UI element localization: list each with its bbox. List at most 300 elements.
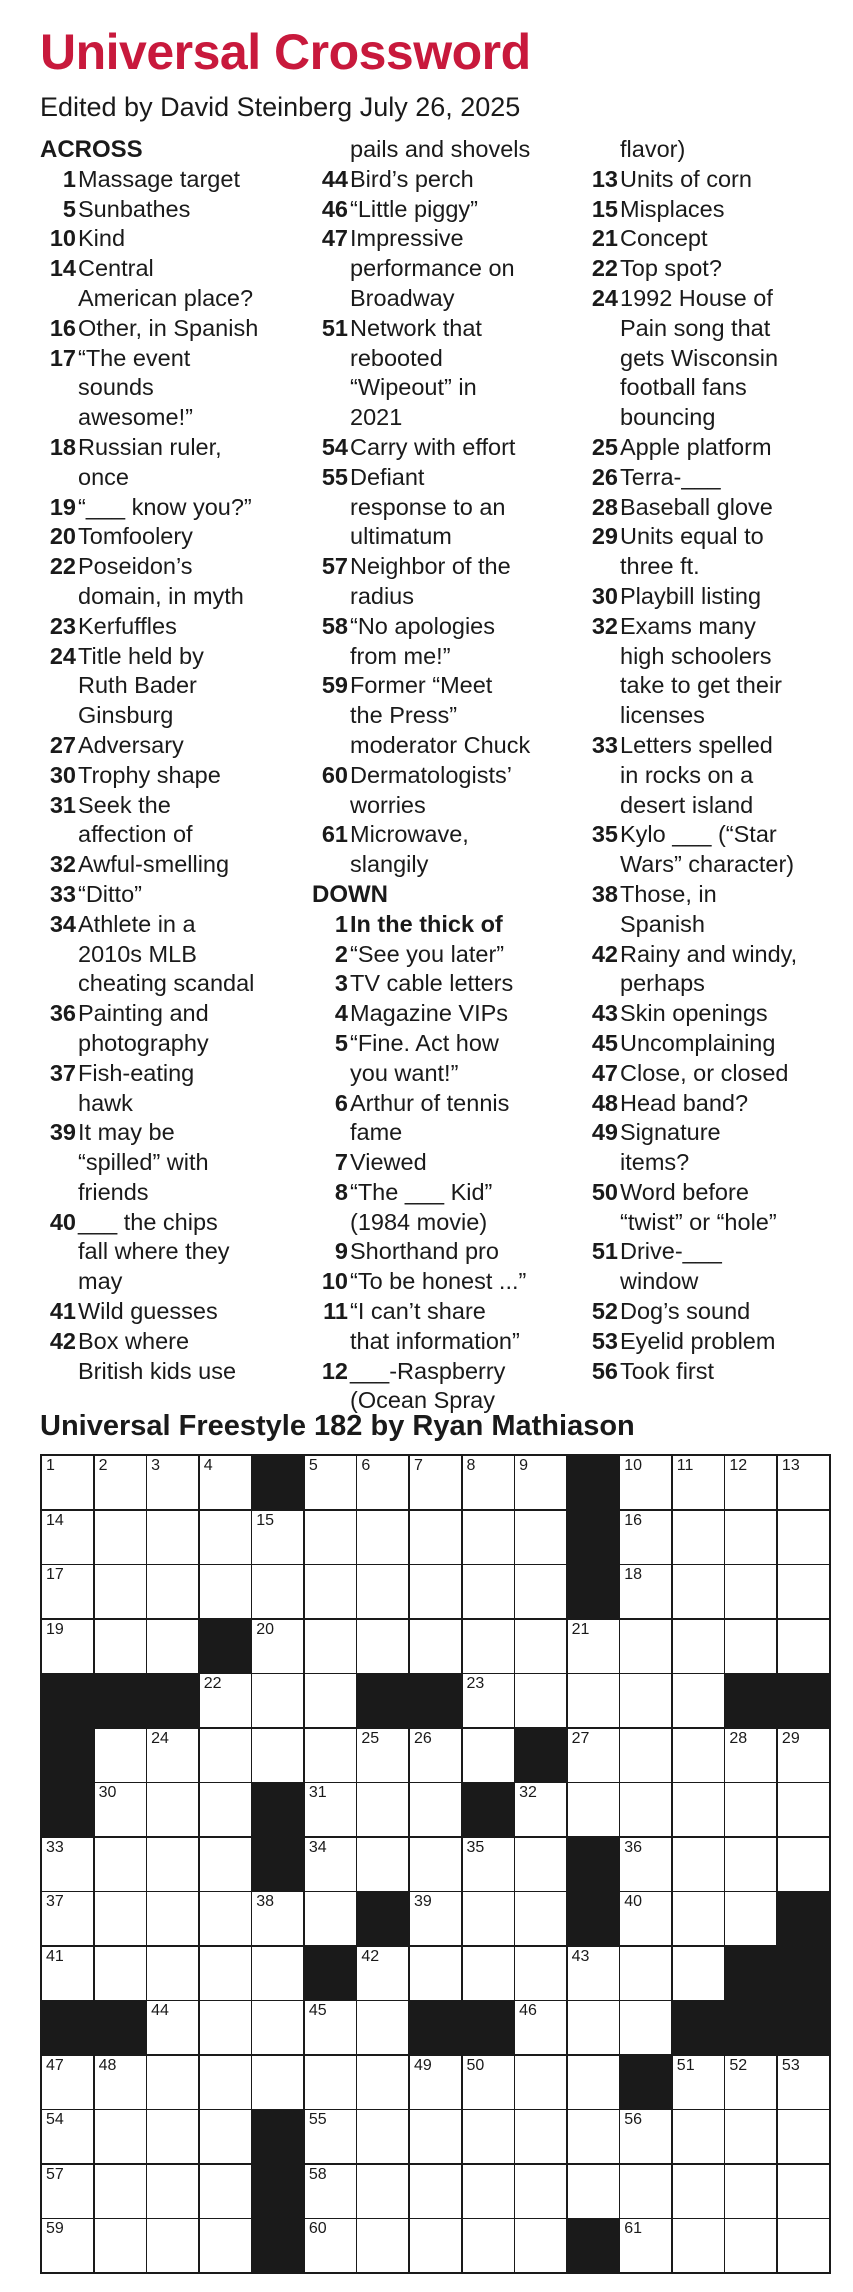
grid-cell[interactable] bbox=[305, 1674, 356, 1727]
clue[interactable] bbox=[40, 195, 310, 225]
clue[interactable] bbox=[40, 612, 310, 642]
grid-cell[interactable] bbox=[252, 1511, 303, 1564]
clue[interactable] bbox=[582, 522, 852, 552]
clue[interactable] bbox=[312, 463, 582, 493]
grid-cell[interactable] bbox=[620, 2219, 671, 2272]
grid-cell[interactable] bbox=[778, 1783, 829, 1836]
grid-cell[interactable] bbox=[620, 1511, 671, 1564]
grid-cell[interactable] bbox=[357, 2110, 408, 2163]
grid-cell[interactable] bbox=[778, 1620, 829, 1673]
grid-cell[interactable] bbox=[725, 1620, 776, 1673]
clue[interactable] bbox=[312, 165, 582, 195]
clue[interactable] bbox=[40, 999, 310, 1029]
clue[interactable] bbox=[582, 1327, 852, 1357]
grid-cell[interactable] bbox=[410, 2219, 461, 2272]
grid-cell[interactable] bbox=[200, 1892, 251, 1945]
clue-text: ___ the chips bbox=[78, 1208, 218, 1235]
grid-cell[interactable] bbox=[463, 2165, 514, 2218]
clue[interactable] bbox=[582, 1118, 852, 1148]
clue[interactable] bbox=[582, 1237, 852, 1267]
clue[interactable] bbox=[40, 433, 310, 463]
grid-cell[interactable] bbox=[42, 1947, 93, 2000]
clue-text: Defiant bbox=[350, 463, 425, 490]
grid-cell[interactable] bbox=[725, 1565, 776, 1618]
grid-cell[interactable] bbox=[620, 2110, 671, 2163]
grid-cell[interactable] bbox=[620, 2001, 671, 2054]
grid-cell[interactable] bbox=[252, 1565, 303, 1618]
grid-cell[interactable] bbox=[620, 1674, 671, 1727]
clue[interactable] bbox=[582, 254, 852, 284]
grid-cell[interactable] bbox=[778, 1511, 829, 1564]
clue[interactable] bbox=[582, 493, 852, 523]
grid-cell[interactable] bbox=[95, 1838, 146, 1891]
black-square bbox=[200, 1620, 251, 1673]
black-square bbox=[778, 1892, 829, 1945]
grid-cell[interactable] bbox=[568, 2001, 619, 2054]
clue-number: 55 bbox=[321, 463, 348, 490]
grid-cell[interactable] bbox=[778, 1729, 829, 1782]
clue[interactable] bbox=[312, 820, 582, 850]
grid-cell[interactable] bbox=[252, 1947, 303, 2000]
grid-cell[interactable] bbox=[410, 2056, 461, 2109]
grid-cell[interactable] bbox=[515, 1674, 566, 1727]
grid-cell[interactable] bbox=[515, 1783, 566, 1836]
cell-number: 48 bbox=[98, 2056, 117, 2074]
crossword-grid[interactable] bbox=[40, 1454, 831, 2274]
clue[interactable] bbox=[582, 999, 852, 1029]
grid-cell[interactable] bbox=[95, 2165, 146, 2218]
grid-cell[interactable] bbox=[147, 1783, 198, 1836]
clue[interactable] bbox=[40, 552, 310, 582]
grid-cell[interactable] bbox=[568, 1620, 619, 1673]
clue[interactable] bbox=[40, 761, 310, 791]
grid-cell[interactable] bbox=[673, 1838, 724, 1891]
grid-cell[interactable] bbox=[305, 1892, 356, 1945]
grid-cell[interactable] bbox=[95, 1456, 146, 1509]
grid-cell[interactable] bbox=[515, 1892, 566, 1945]
grid-cell[interactable] bbox=[673, 2165, 724, 2218]
grid-cell[interactable] bbox=[147, 1620, 198, 1673]
grid-cell[interactable] bbox=[463, 1892, 514, 1945]
grid-cell[interactable] bbox=[515, 2110, 566, 2163]
clue-number: 22 bbox=[591, 255, 618, 282]
grid-cell[interactable] bbox=[147, 2056, 198, 2109]
clue-number: 17 bbox=[49, 344, 76, 371]
clue[interactable] bbox=[40, 522, 310, 552]
grid-cell[interactable] bbox=[95, 2219, 146, 2272]
grid-cell[interactable] bbox=[725, 2110, 776, 2163]
grid-cell[interactable] bbox=[357, 2056, 408, 2109]
clue[interactable] bbox=[312, 1357, 582, 1387]
grid-cell[interactable] bbox=[568, 2056, 619, 2109]
clue[interactable] bbox=[312, 671, 582, 701]
grid-cell[interactable] bbox=[200, 1838, 251, 1891]
grid-cell[interactable] bbox=[463, 1838, 514, 1891]
grid-cell[interactable] bbox=[200, 1511, 251, 1564]
grid-cell[interactable] bbox=[778, 1456, 829, 1509]
grid-cell[interactable] bbox=[515, 2219, 566, 2272]
cell-number: 15 bbox=[256, 1511, 275, 1529]
grid-cell[interactable] bbox=[725, 1456, 776, 1509]
grid-cell[interactable] bbox=[42, 2056, 93, 2109]
grid-cell[interactable] bbox=[252, 1892, 303, 1945]
grid-cell[interactable] bbox=[568, 1729, 619, 1782]
clue[interactable] bbox=[582, 195, 852, 225]
clue[interactable] bbox=[312, 224, 582, 254]
clue[interactable] bbox=[40, 1327, 310, 1357]
grid-cell[interactable] bbox=[252, 1729, 303, 1782]
clue[interactable] bbox=[40, 850, 310, 880]
grid-cell[interactable] bbox=[357, 1783, 408, 1836]
grid-cell[interactable] bbox=[725, 1729, 776, 1782]
grid-cell[interactable] bbox=[42, 1838, 93, 1891]
clue[interactable] bbox=[40, 1208, 310, 1238]
black-square bbox=[515, 1729, 566, 1782]
clue[interactable] bbox=[582, 940, 852, 970]
grid-cell[interactable] bbox=[357, 1456, 408, 1509]
grid-cell[interactable] bbox=[42, 1565, 93, 1618]
grid-cell[interactable] bbox=[410, 1892, 461, 1945]
clue[interactable] bbox=[312, 1029, 582, 1059]
grid-cell[interactable] bbox=[147, 2001, 198, 2054]
clue[interactable] bbox=[582, 1178, 852, 1208]
grid-cell[interactable] bbox=[568, 2110, 619, 2163]
grid-cell[interactable] bbox=[305, 1511, 356, 1564]
grid-cell[interactable] bbox=[515, 2165, 566, 2218]
grid-cell[interactable] bbox=[42, 1456, 93, 1509]
grid-cell[interactable] bbox=[463, 2110, 514, 2163]
clue[interactable] bbox=[312, 1178, 582, 1208]
grid-cell[interactable] bbox=[620, 1783, 671, 1836]
clue-text-continued: American place? bbox=[78, 284, 254, 311]
grid-cell[interactable] bbox=[200, 2056, 251, 2109]
grid-cell[interactable] bbox=[410, 2165, 461, 2218]
grid-cell[interactable] bbox=[147, 1947, 198, 2000]
clue[interactable] bbox=[582, 1029, 852, 1059]
cell-number: 29 bbox=[781, 1729, 800, 1747]
grid-cell[interactable] bbox=[357, 1565, 408, 1618]
clue[interactable] bbox=[40, 165, 310, 195]
grid-cell[interactable] bbox=[95, 1947, 146, 2000]
grid-cell[interactable] bbox=[410, 1456, 461, 1509]
grid-cell[interactable] bbox=[463, 1674, 514, 1727]
clue[interactable] bbox=[582, 284, 852, 314]
clue[interactable] bbox=[312, 910, 582, 940]
grid-cell[interactable] bbox=[778, 1565, 829, 1618]
grid-cell[interactable] bbox=[252, 2056, 303, 2109]
clue[interactable] bbox=[40, 1059, 310, 1089]
grid-cell[interactable] bbox=[515, 1838, 566, 1891]
grid-cell[interactable] bbox=[200, 1565, 251, 1618]
grid-cell[interactable] bbox=[357, 1511, 408, 1564]
grid-cell[interactable] bbox=[147, 1838, 198, 1891]
grid-cell[interactable] bbox=[515, 1565, 566, 1618]
cell-number: 13 bbox=[781, 1457, 800, 1474]
clue[interactable] bbox=[312, 552, 582, 582]
grid-cell[interactable] bbox=[673, 1783, 724, 1836]
grid-cell[interactable] bbox=[42, 1511, 93, 1564]
grid-cell[interactable] bbox=[620, 1620, 671, 1673]
grid-cell[interactable] bbox=[357, 1838, 408, 1891]
black-square bbox=[252, 1456, 303, 1509]
grid-cell[interactable] bbox=[200, 1674, 251, 1727]
grid-cell[interactable] bbox=[357, 1620, 408, 1673]
grid-cell[interactable] bbox=[95, 1620, 146, 1673]
grid-cell[interactable] bbox=[410, 1947, 461, 2000]
grid-cell[interactable] bbox=[357, 2165, 408, 2218]
clue-number: 33 bbox=[591, 731, 618, 758]
clue-number: 28 bbox=[591, 493, 618, 520]
grid-cell[interactable] bbox=[305, 1783, 356, 1836]
grid-cell[interactable] bbox=[620, 1729, 671, 1782]
clue[interactable] bbox=[40, 910, 310, 940]
clue-text-continued: moderator Chuck bbox=[350, 731, 531, 758]
grid-cell[interactable] bbox=[200, 2001, 251, 2054]
grid-cell[interactable] bbox=[200, 2165, 251, 2218]
clue[interactable] bbox=[312, 761, 582, 791]
grid-cell[interactable] bbox=[620, 2165, 671, 2218]
grid-cell[interactable] bbox=[305, 1456, 356, 1509]
grid-cell[interactable] bbox=[200, 1783, 251, 1836]
grid-cell[interactable] bbox=[410, 1838, 461, 1891]
clue[interactable] bbox=[582, 820, 852, 850]
grid-cell[interactable] bbox=[147, 1565, 198, 1618]
clue-number: 23 bbox=[49, 612, 76, 639]
grid-cell[interactable] bbox=[725, 2219, 776, 2272]
grid-cell[interactable] bbox=[620, 1838, 671, 1891]
clue[interactable] bbox=[312, 314, 582, 344]
cell-number: 41 bbox=[46, 1947, 64, 1965]
grid-cell[interactable] bbox=[305, 2219, 356, 2272]
grid-cell[interactable] bbox=[778, 2219, 829, 2272]
grid-cell[interactable] bbox=[463, 2056, 514, 2109]
clue-text: Painting and bbox=[78, 1000, 209, 1027]
clue-text: Former “Meet bbox=[350, 672, 493, 699]
clue[interactable] bbox=[582, 224, 852, 254]
clue[interactable] bbox=[582, 1357, 852, 1387]
clue[interactable] bbox=[582, 1059, 852, 1089]
clue[interactable] bbox=[582, 433, 852, 463]
grid-cell[interactable] bbox=[463, 1947, 514, 2000]
black-square bbox=[725, 2001, 776, 2054]
grid-cell[interactable] bbox=[673, 1511, 724, 1564]
grid-cell[interactable] bbox=[673, 2110, 724, 2163]
clue[interactable] bbox=[312, 195, 582, 225]
grid-cell[interactable] bbox=[725, 1892, 776, 1945]
clue-text-continued: cheating scandal bbox=[78, 970, 255, 997]
grid-cell[interactable] bbox=[252, 1620, 303, 1673]
grid-cell[interactable] bbox=[673, 1620, 724, 1673]
cell-number: 38 bbox=[256, 1893, 275, 1910]
grid-cell[interactable] bbox=[305, 2001, 356, 2054]
grid-cell[interactable] bbox=[147, 2165, 198, 2218]
grid-cell[interactable] bbox=[95, 2110, 146, 2163]
grid-cell[interactable] bbox=[200, 1456, 251, 1509]
clue[interactable] bbox=[40, 254, 310, 284]
grid-cell[interactable] bbox=[42, 2110, 93, 2163]
grid-cell[interactable] bbox=[147, 2110, 198, 2163]
clue[interactable] bbox=[582, 165, 852, 195]
grid-cell[interactable] bbox=[673, 1674, 724, 1727]
grid-cell[interactable] bbox=[463, 1456, 514, 1509]
grid-cell[interactable] bbox=[410, 1511, 461, 1564]
grid-cell[interactable] bbox=[252, 1674, 303, 1727]
grid-cell[interactable] bbox=[673, 2056, 724, 2109]
clue[interactable] bbox=[40, 731, 310, 761]
clue[interactable] bbox=[582, 463, 852, 493]
clue[interactable] bbox=[312, 1148, 582, 1178]
grid-cell[interactable] bbox=[42, 2219, 93, 2272]
grid-cell[interactable] bbox=[95, 1565, 146, 1618]
grid-cell[interactable] bbox=[42, 2165, 93, 2218]
grid-cell[interactable] bbox=[357, 1729, 408, 1782]
grid-cell[interactable] bbox=[568, 2165, 619, 2218]
grid-cell[interactable] bbox=[357, 2001, 408, 2054]
clue[interactable] bbox=[582, 731, 852, 761]
grid-cell[interactable] bbox=[620, 1456, 671, 1509]
clue-text-continued: ultimatum bbox=[350, 523, 452, 550]
clue[interactable] bbox=[40, 1118, 310, 1148]
clue[interactable] bbox=[312, 1237, 582, 1267]
clue[interactable] bbox=[40, 791, 310, 821]
clue[interactable] bbox=[312, 1267, 582, 1297]
grid-cell[interactable] bbox=[673, 1947, 724, 2000]
grid-cell[interactable] bbox=[305, 1838, 356, 1891]
grid-cell[interactable] bbox=[305, 1729, 356, 1782]
clue[interactable] bbox=[40, 344, 310, 374]
grid-cell[interactable] bbox=[305, 1565, 356, 1618]
clue[interactable] bbox=[312, 940, 582, 970]
grid-cell[interactable] bbox=[200, 2219, 251, 2272]
grid-cell[interactable] bbox=[463, 1565, 514, 1618]
grid-cell[interactable] bbox=[620, 1565, 671, 1618]
grid-cell[interactable] bbox=[568, 1783, 619, 1836]
clue-text: Kerfuffles bbox=[78, 612, 177, 639]
clue[interactable] bbox=[40, 642, 310, 672]
grid-cell[interactable] bbox=[673, 1892, 724, 1945]
grid-cell[interactable] bbox=[410, 2110, 461, 2163]
clue-number: 1 bbox=[62, 165, 76, 192]
grid-cell[interactable] bbox=[725, 2165, 776, 2218]
grid-cell[interactable] bbox=[725, 2056, 776, 2109]
grid-cell[interactable] bbox=[725, 1511, 776, 1564]
clue[interactable] bbox=[312, 969, 582, 999]
grid-cell[interactable] bbox=[200, 1729, 251, 1782]
grid-cell[interactable] bbox=[673, 1565, 724, 1618]
grid-cell[interactable] bbox=[515, 1456, 566, 1509]
clue-number: 54 bbox=[321, 433, 348, 460]
grid-cell[interactable] bbox=[147, 2219, 198, 2272]
grid-cell[interactable] bbox=[673, 2219, 724, 2272]
grid-cell[interactable] bbox=[147, 1456, 198, 1509]
black-square bbox=[778, 1674, 829, 1727]
cell-number: 18 bbox=[624, 1566, 643, 1583]
grid-cell[interactable] bbox=[252, 2001, 303, 2054]
grid-cell[interactable] bbox=[42, 1892, 93, 1945]
grid-cell[interactable] bbox=[620, 1892, 671, 1945]
clue[interactable] bbox=[312, 999, 582, 1029]
clue[interactable] bbox=[312, 433, 582, 463]
grid-cell[interactable] bbox=[95, 1511, 146, 1564]
grid-cell[interactable] bbox=[95, 1783, 146, 1836]
grid-cell[interactable] bbox=[515, 1511, 566, 1564]
grid-cell[interactable] bbox=[147, 1729, 198, 1782]
grid-cell[interactable] bbox=[673, 1729, 724, 1782]
grid-cell[interactable] bbox=[357, 1947, 408, 2000]
grid-cell[interactable] bbox=[200, 1947, 251, 2000]
clue[interactable] bbox=[40, 1297, 310, 1327]
clue[interactable] bbox=[582, 612, 852, 642]
grid-cell[interactable] bbox=[778, 2110, 829, 2163]
clue[interactable] bbox=[582, 582, 852, 612]
grid-cell[interactable] bbox=[778, 1838, 829, 1891]
clue[interactable] bbox=[582, 1297, 852, 1327]
grid-cell[interactable] bbox=[463, 1729, 514, 1782]
grid-cell[interactable] bbox=[673, 1456, 724, 1509]
clue-text: Seek the bbox=[78, 791, 171, 818]
clue[interactable] bbox=[312, 612, 582, 642]
grid-cell[interactable] bbox=[95, 2056, 146, 2109]
clue[interactable] bbox=[40, 314, 310, 344]
clue[interactable] bbox=[40, 493, 310, 523]
black-square bbox=[357, 1892, 408, 1945]
grid-cell[interactable] bbox=[305, 2165, 356, 2218]
grid-cell[interactable] bbox=[463, 1511, 514, 1564]
clue-text: “Ditto” bbox=[78, 880, 142, 907]
grid-cell[interactable] bbox=[200, 2110, 251, 2163]
clue[interactable] bbox=[40, 224, 310, 254]
grid-cell[interactable] bbox=[778, 2165, 829, 2218]
grid-cell[interactable] bbox=[147, 1892, 198, 1945]
clue[interactable] bbox=[40, 880, 310, 910]
clue[interactable] bbox=[582, 880, 852, 910]
grid-cell[interactable] bbox=[515, 2001, 566, 2054]
clue[interactable] bbox=[312, 1089, 582, 1119]
grid-cell[interactable] bbox=[42, 1620, 93, 1673]
grid-cell[interactable] bbox=[305, 2110, 356, 2163]
clue-text: Carry with effort bbox=[350, 433, 516, 460]
grid-cell[interactable] bbox=[515, 1620, 566, 1673]
grid-cell[interactable] bbox=[95, 1892, 146, 1945]
grid-cell[interactable] bbox=[305, 2056, 356, 2109]
grid-cell[interactable] bbox=[305, 1620, 356, 1673]
grid-cell[interactable] bbox=[568, 1674, 619, 1727]
grid-cell[interactable] bbox=[410, 1620, 461, 1673]
grid-cell[interactable] bbox=[95, 1729, 146, 1782]
grid-cell[interactable] bbox=[725, 1838, 776, 1891]
grid-cell[interactable] bbox=[410, 1783, 461, 1836]
grid-cell[interactable] bbox=[410, 1729, 461, 1782]
grid-cell[interactable] bbox=[463, 1620, 514, 1673]
clue-text-continued: hawk bbox=[78, 1089, 133, 1116]
grid-cell[interactable] bbox=[515, 2056, 566, 2109]
grid-cell[interactable] bbox=[568, 1947, 619, 2000]
grid-cell[interactable] bbox=[463, 2219, 514, 2272]
grid-cell[interactable] bbox=[515, 1947, 566, 2000]
clue-number: 39 bbox=[49, 1119, 76, 1146]
clue[interactable] bbox=[312, 1297, 582, 1327]
clue-text: Signature bbox=[620, 1119, 721, 1146]
grid-cell[interactable] bbox=[410, 1565, 461, 1618]
grid-cell[interactable] bbox=[147, 1511, 198, 1564]
clue-text: “Little piggy” bbox=[350, 195, 478, 222]
grid-cell[interactable] bbox=[620, 1947, 671, 2000]
clue[interactable] bbox=[582, 1089, 852, 1119]
grid-cell[interactable] bbox=[357, 2219, 408, 2272]
grid-cell[interactable] bbox=[725, 1783, 776, 1836]
clue-number: 24 bbox=[49, 642, 76, 669]
grid-cell[interactable] bbox=[778, 2056, 829, 2109]
